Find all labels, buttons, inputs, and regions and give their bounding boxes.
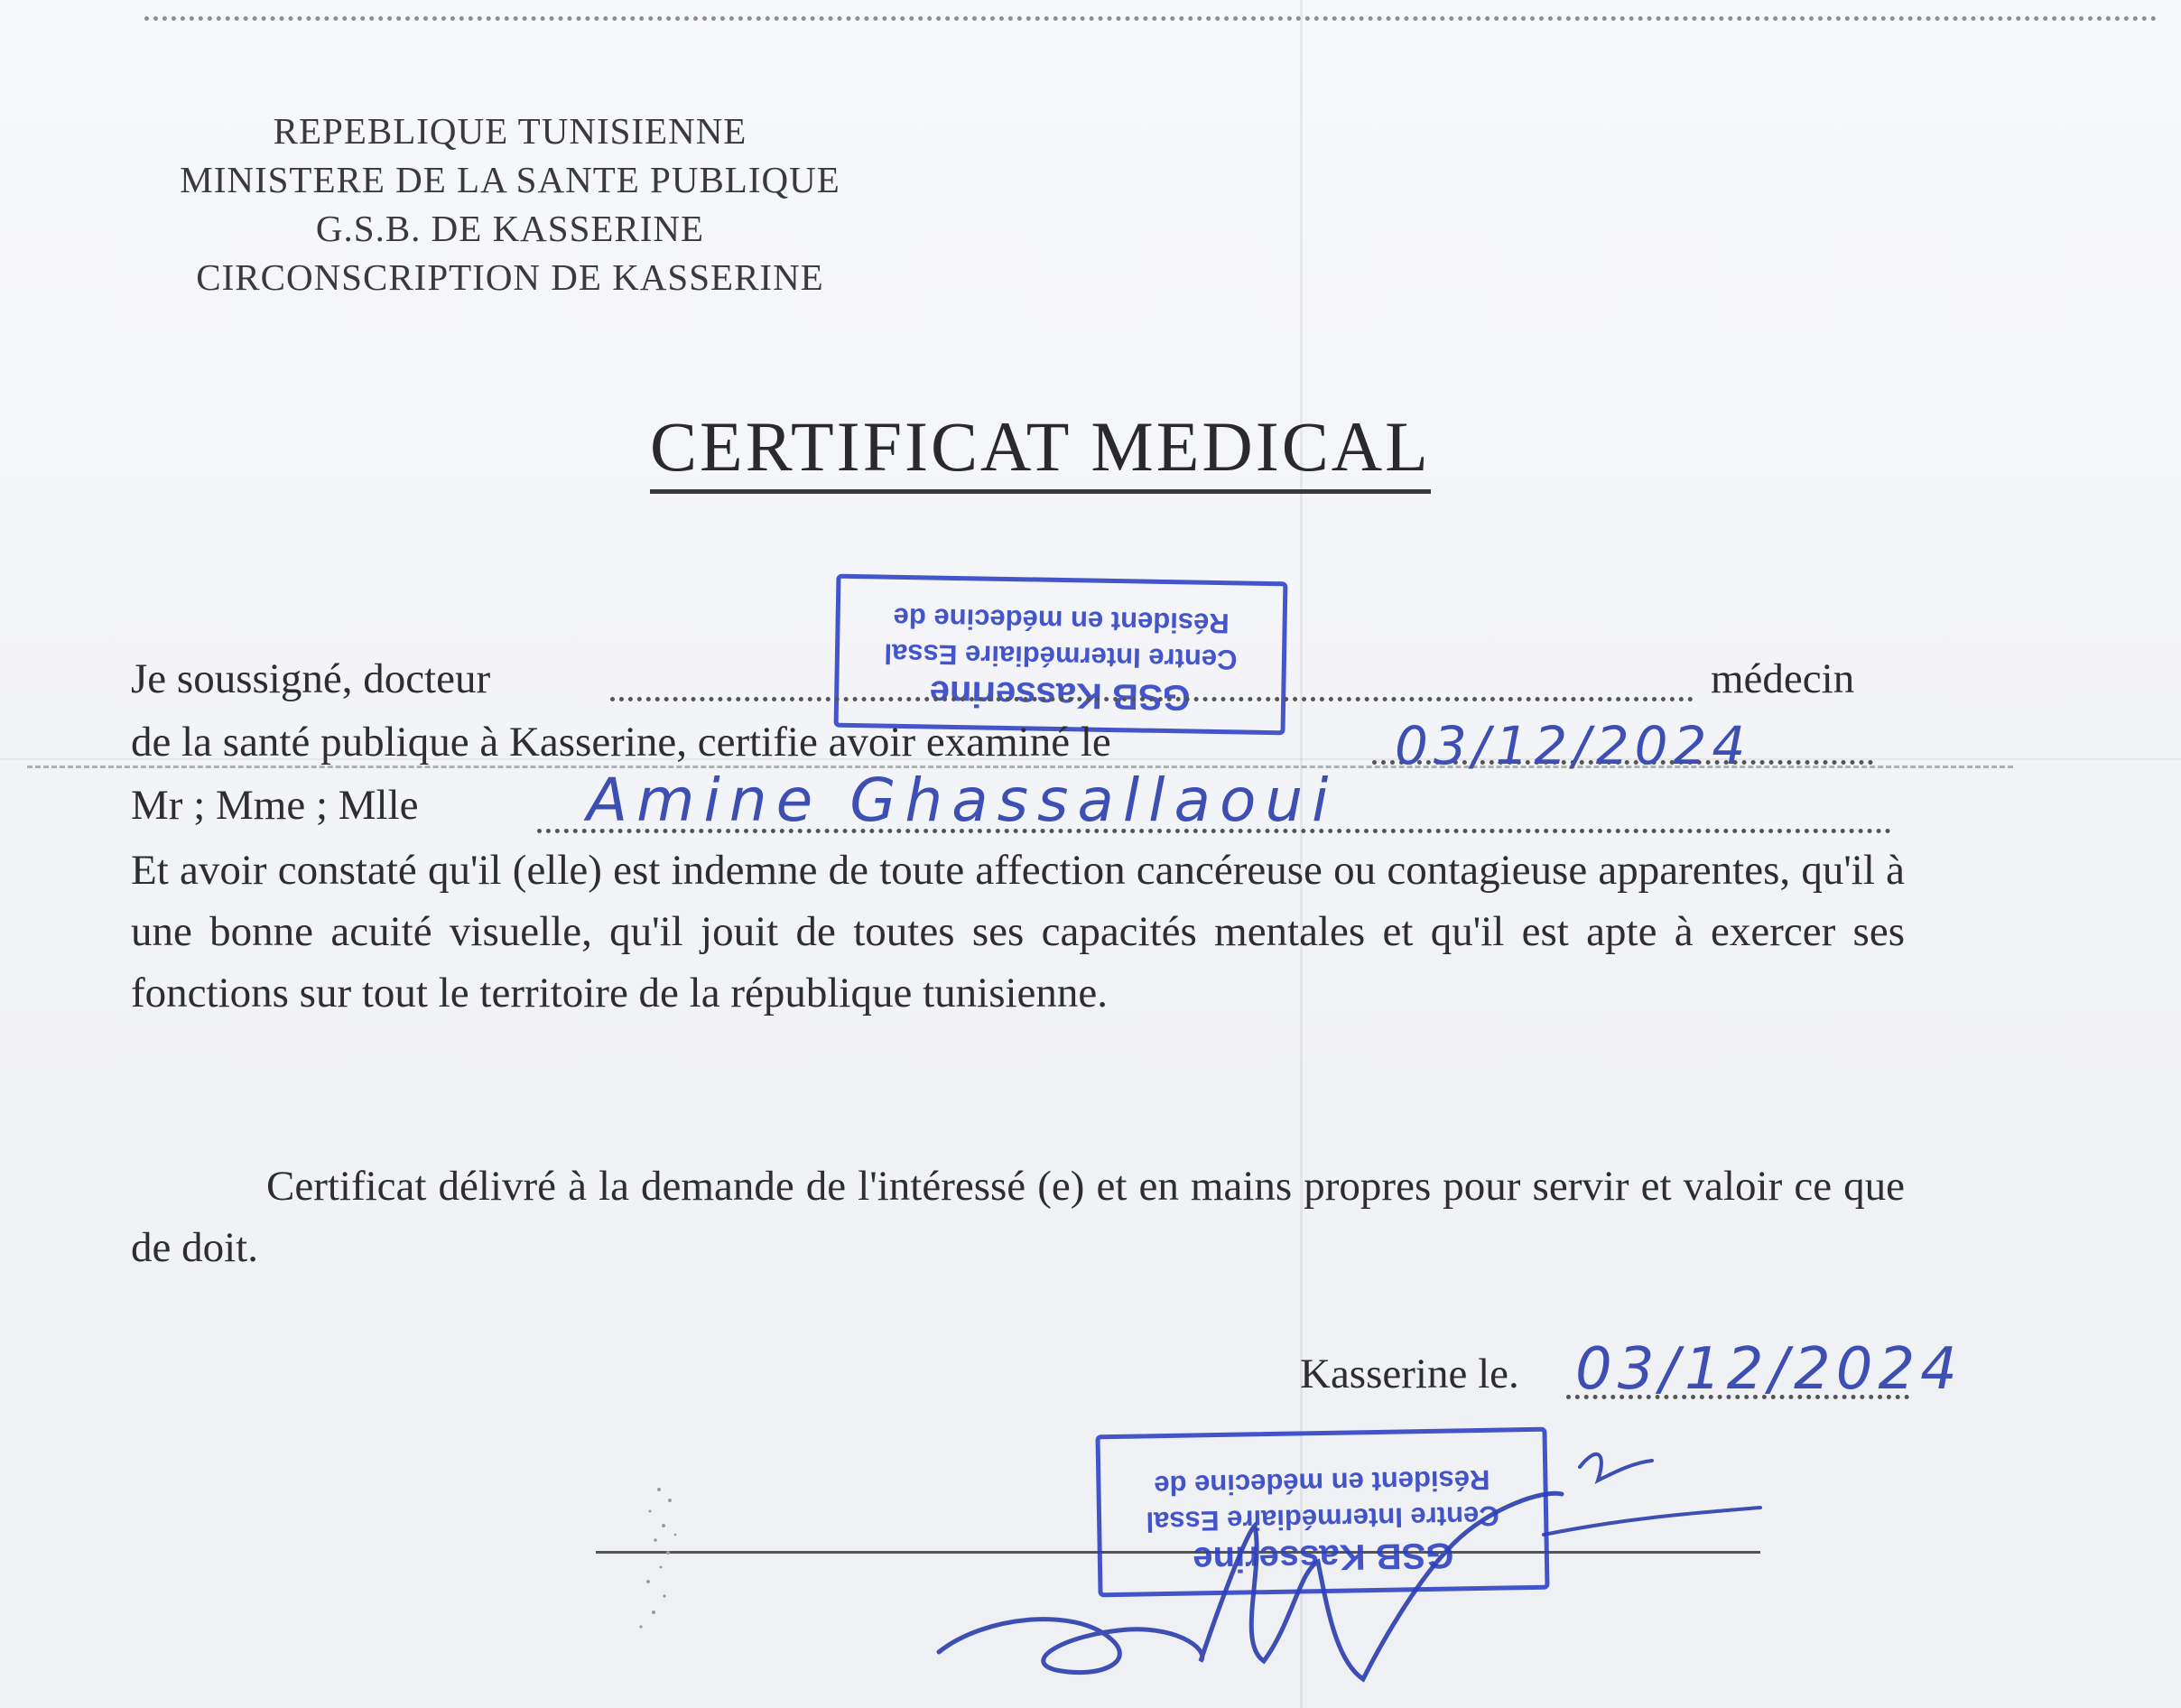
patient-name-handwritten: Amine Ghassallaoui [587, 766, 1338, 835]
exam-line-prefix: de la santé publique à Kasserine, certifie avoir examiné le [131, 719, 1111, 766]
header-line-republic: REPEBLIQUE TUNISIENNE [273, 110, 747, 152]
doctor-line-prefix: Je soussigné, docteur [131, 655, 491, 702]
doctor-line-suffix: médecin [1711, 655, 1855, 702]
stamp-line-centre: Centre Intermédiaire Essal [884, 637, 1238, 676]
stamp-line-gsb: GSB Kasserine [1192, 1535, 1454, 1580]
scan-speckle [623, 1481, 704, 1643]
perforated-edge [144, 16, 2158, 48]
patient-line-prefix: Mr ; Mme ; Mlle [131, 782, 419, 829]
stamp-line-centre: Centre Intermédiaire Essal [1146, 1499, 1499, 1538]
place-date-prefix: Kasserine le. [1300, 1351, 1519, 1397]
exam-date-handwritten: 03/12/2024 [1395, 715, 1751, 776]
delivery-paragraph: Certificat délivré à la demande de l'intéressé (e) et en mains propres pour servir et valoir ce que de doit. [131, 1163, 1905, 1271]
stamp-line-gsb: GSB Kasserine [929, 673, 1192, 718]
document-title: CERTIFICAT MEDICAL [650, 408, 1431, 494]
header-line-circonscription: CIRCONSCRIPTION DE KASSERINE [196, 256, 824, 298]
stamp-line-resident: Résident en médecine de [1154, 1463, 1490, 1502]
doctor-name-blank [610, 697, 1694, 701]
official-stamp-bottom [1095, 1427, 1549, 1598]
header-line-gsb: G.S.B. DE KASSERINE [315, 208, 705, 249]
header-line-ministry: MINISTERE DE LA SANTE PUBLIQUE [180, 159, 840, 200]
issuer-header [135, 107, 885, 302]
stamp-line-resident: Résident en médecine de [893, 601, 1230, 640]
place-date-handwritten: 03/12/2024 [1575, 1336, 1963, 1403]
official-stamp-top [834, 574, 1288, 736]
certification-paragraph: Et avoir constaté qu'il (elle) est indemne de toute affection cancéreuse ou contagieuse apparentes, qu'il à une bonne acuité visuelle, qu'il jouit de toutes ses capacités mentales et qu'il est apte à exercer ses fonctions sur tout le territoire de la république tunisienne. [131, 847, 1905, 1016]
